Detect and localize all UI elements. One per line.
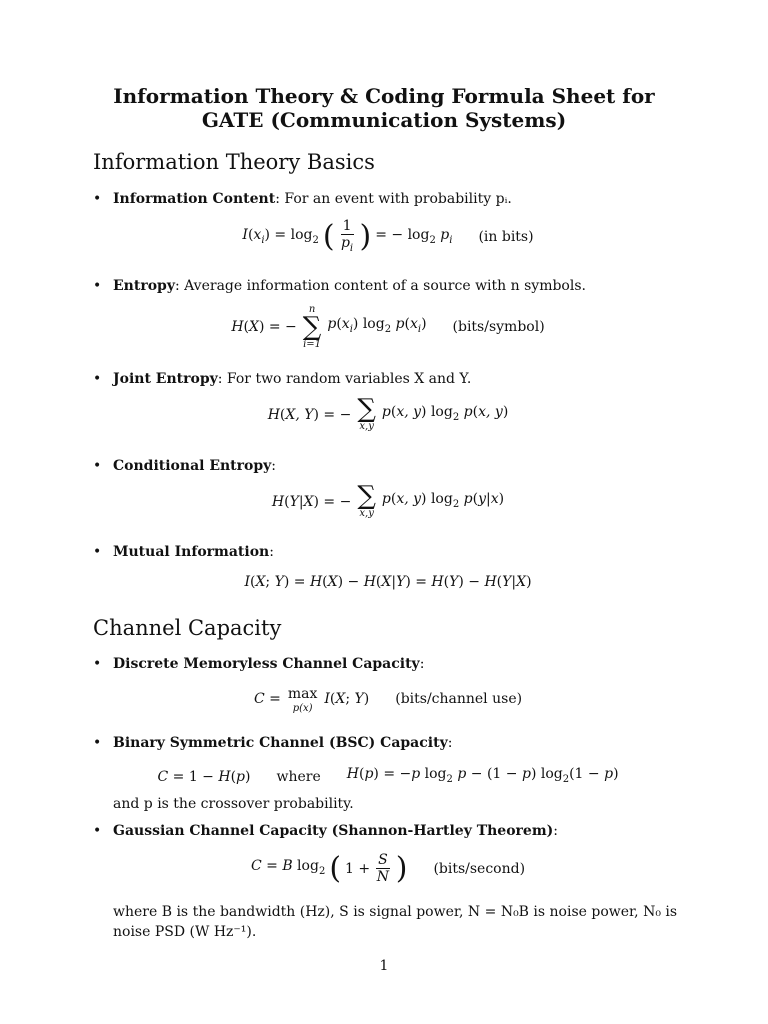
- item-label: Joint Entropy: [113, 371, 218, 387]
- section-heading-info-theory: Information Theory Basics: [93, 150, 375, 174]
- title-line-1: Information Theory & Coding Formula Sheet for: [113, 84, 655, 108]
- item-conditional-entropy: [93, 456, 683, 476]
- section-heading-channel-capacity: Channel Capacity: [93, 616, 282, 640]
- bullet-icon: •: [93, 656, 102, 672]
- item-gaussian-capacity: [93, 821, 683, 841]
- eq-note: (bits/channel use): [395, 691, 523, 707]
- item-bsc-capacity: [93, 733, 683, 753]
- item-desc: : Average information content of a source with n symbols.: [174, 278, 586, 294]
- item-label: Mutual Information: [113, 544, 270, 560]
- eq-note: (in bits): [478, 229, 534, 246]
- item-mutual-information: [93, 542, 683, 562]
- bullet-icon: •: [93, 735, 102, 751]
- item-label: Entropy: [113, 278, 175, 294]
- item-desc: :: [269, 544, 274, 560]
- equation-information-content: $I(x_i) = \log_2$ ( $\frac{1}{p_i}$ ) = − $\log_2 p_i$ (in bits): [242, 218, 534, 255]
- item-information-content: [93, 189, 683, 209]
- item-label: Information Content: [113, 191, 276, 207]
- bullet-icon: •: [93, 191, 102, 207]
- eq-where: where: [276, 768, 321, 785]
- item-desc: : For an event with probability pᵢ.: [275, 191, 512, 207]
- item-label: Discrete Memoryless Channel Capacity: [113, 656, 420, 672]
- equation-entropy: H(X) = − n ∑ i=1 $p(x_i)$ $\log_2 p(x_i)$ (bits/symbol): [231, 304, 545, 350]
- equation-joint-entropy: H(X, Y) = − ∑ x,y p(x, y) $\log_2 p(x$, y): [267, 394, 509, 432]
- document-title: [0, 84, 768, 132]
- item-dmc-capacity: [93, 654, 683, 674]
- bullet-icon: •: [93, 823, 102, 839]
- title-line-2: GATE (Communication Systems): [201, 108, 567, 132]
- item-entropy: [93, 276, 683, 296]
- equation-conditional-entropy: H(Y|X) = − ∑ x,y p(x, y) $\log_2 p(y|x)$: [271, 481, 505, 519]
- bullet-icon: •: [93, 458, 102, 474]
- item-desc: :: [419, 656, 425, 672]
- bullet-icon: •: [93, 278, 102, 294]
- item-desc: : For two random variables X and Y.: [217, 371, 472, 387]
- item-label: Binary Symmetric Channel (BSC) Capacity: [113, 735, 448, 751]
- item-label: Conditional Entropy: [113, 458, 272, 474]
- item-desc: :: [553, 823, 558, 839]
- item-label: Gaussian Channel Capacity (Shannon-Hartley Theorem): [113, 823, 554, 839]
- gaussian-note: where B is the bandwidth (Hz), S is signal power, N = N₀B is noise power, N₀ is noise PSD (W Hz⁻¹).: [113, 904, 678, 940]
- bsc-note: and p is the crossover probability.: [113, 796, 354, 812]
- equation-gaussian-capacity: C = B $\log_2$ ( 1 + $\frac{S}{N}$ ) (bits/second): [250, 850, 526, 886]
- page-number: 1: [379, 958, 389, 974]
- equation-dmc-capacity: C = max p(x) I(X; Y) (bits/channel use): [253, 686, 523, 714]
- item-desc: :: [271, 458, 277, 474]
- equation-bsc-capacity: C = 1 − H(p) where H(p) = −p $\log_2 p - (1 - p) \log_2(1 - p)$: [157, 766, 619, 785]
- eq-note: (bits/symbol): [452, 319, 545, 335]
- item-desc: :: [447, 735, 453, 751]
- equation-mutual-information: I(X; Y) = H(X) − H(X|Y) = H(Y) − H(Y|X): [244, 574, 532, 590]
- bullet-icon: •: [93, 371, 102, 387]
- eq-note: (bits/second): [433, 860, 526, 877]
- item-joint-entropy: [93, 369, 683, 389]
- bullet-icon: •: [93, 544, 102, 560]
